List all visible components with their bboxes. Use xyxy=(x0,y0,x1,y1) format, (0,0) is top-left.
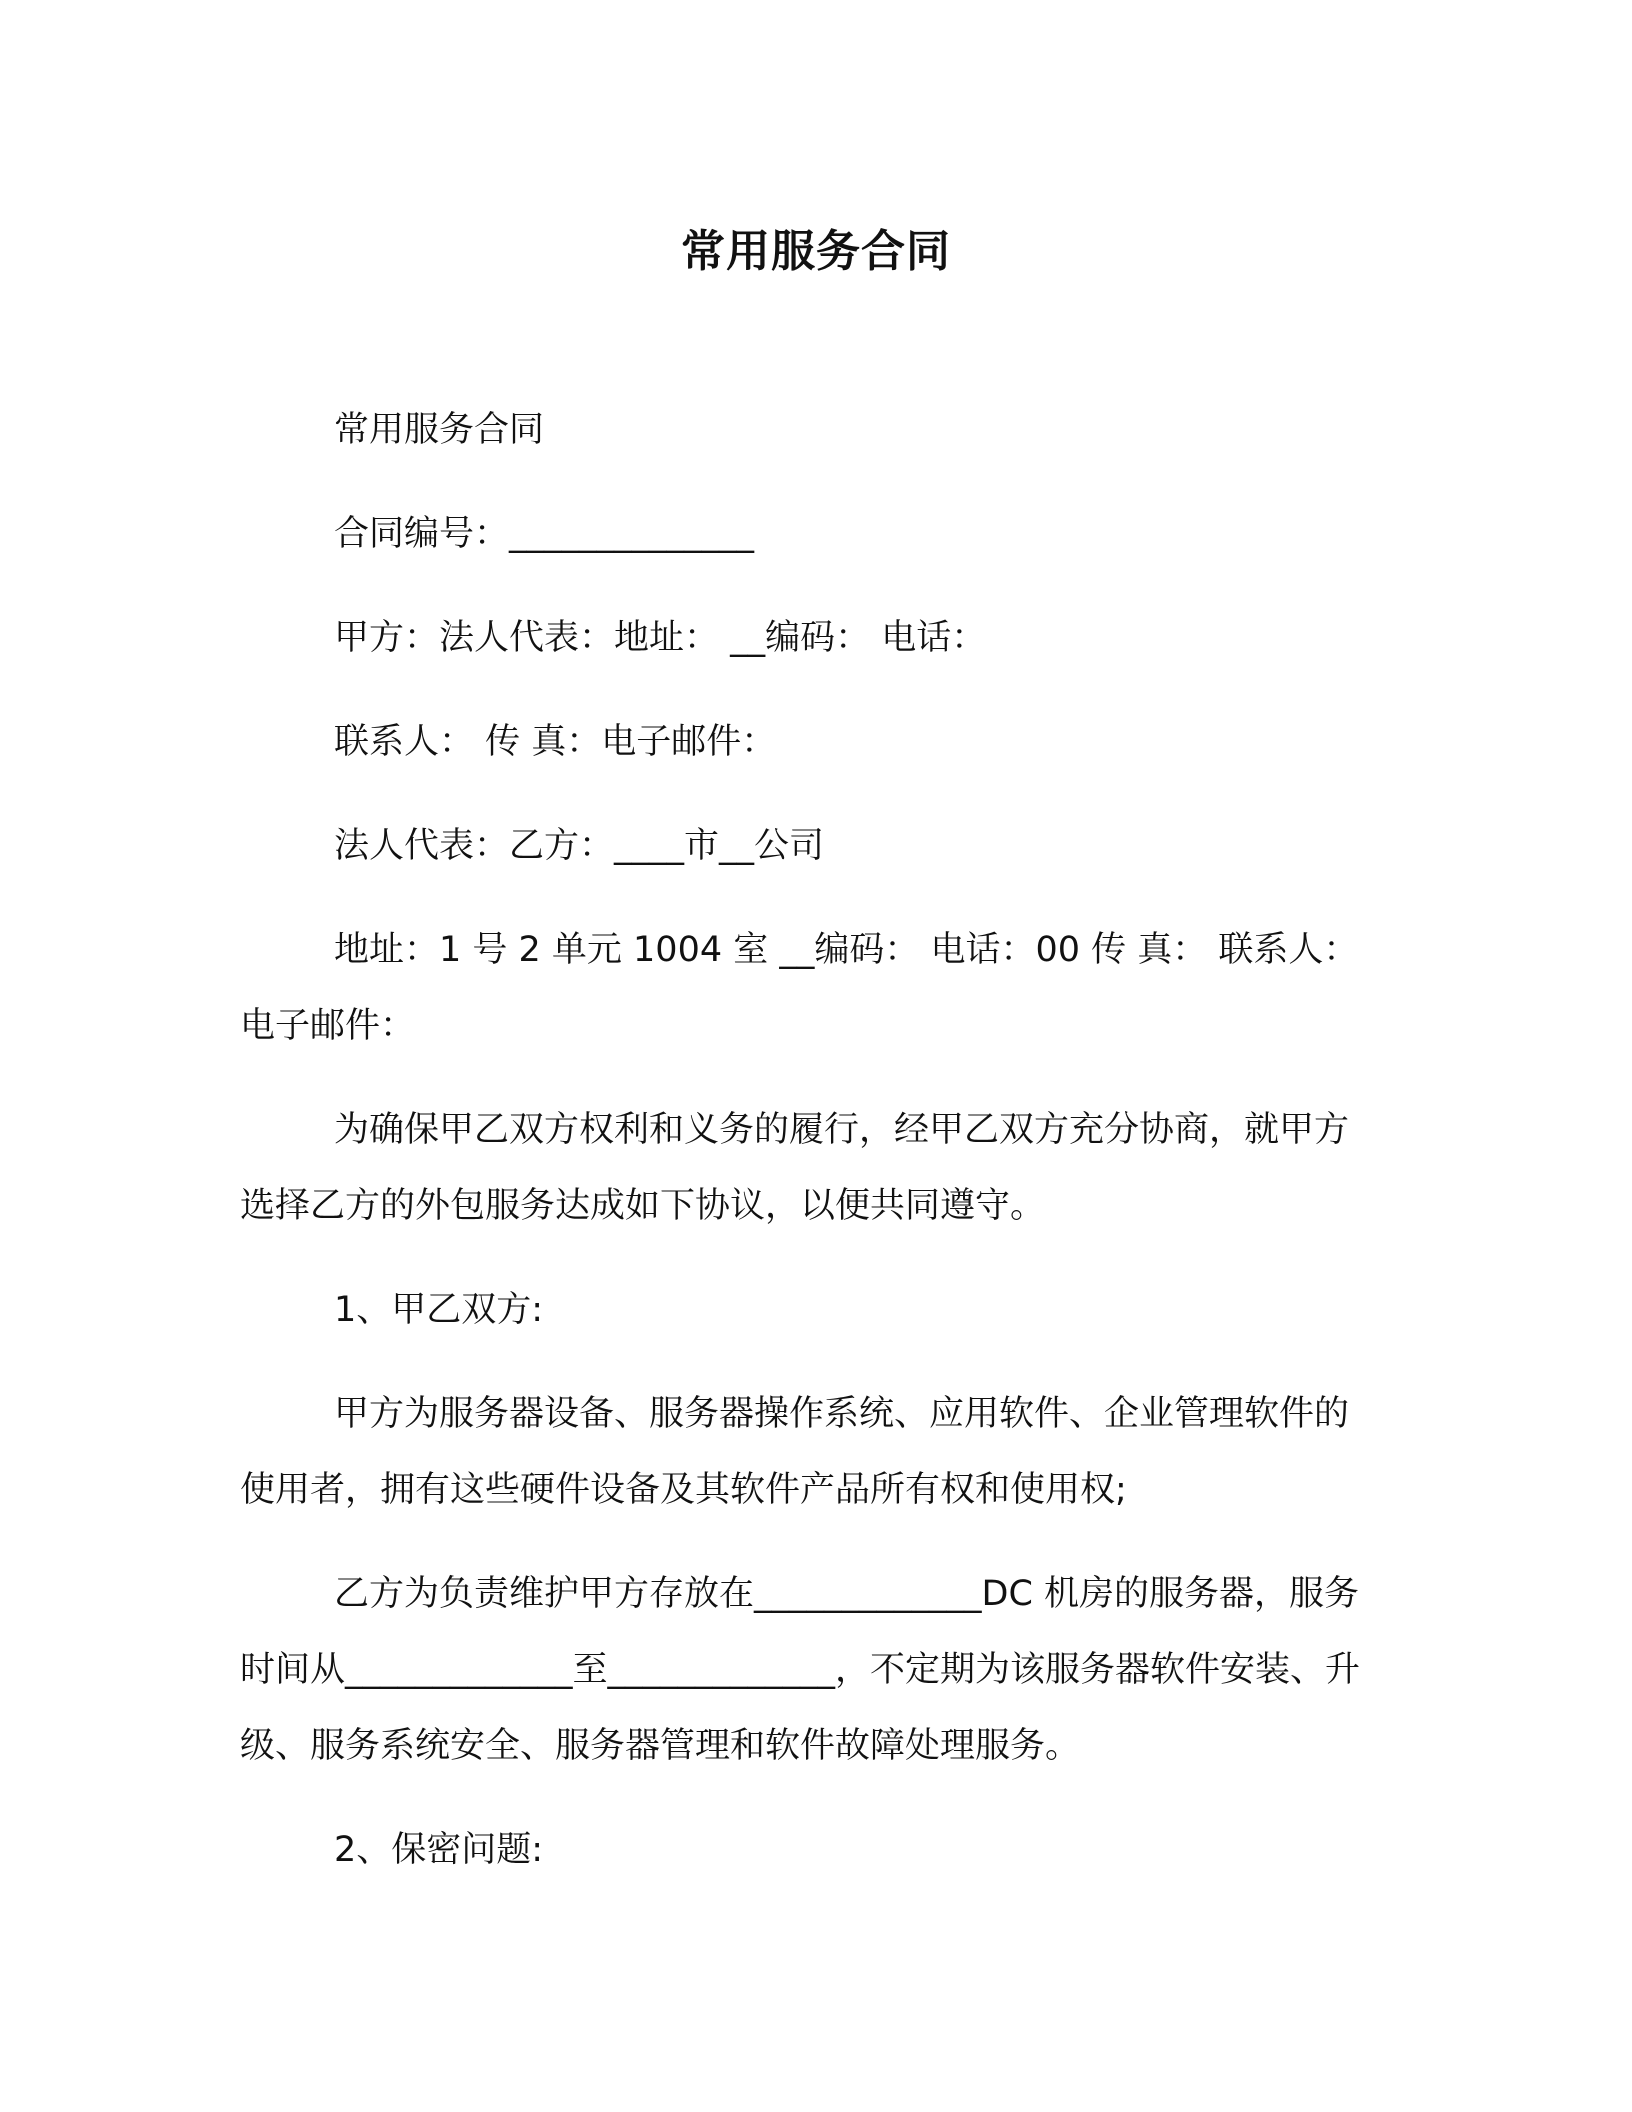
section-heading-confidentiality: 2、保密问题: xyxy=(334,1830,544,1870)
document-body xyxy=(240,392,1380,1888)
paragraph-party-b: 法人代表：乙方：____市__公司 xyxy=(334,826,825,866)
paragraph-preamble: 为确保甲乙双方权利和义务的履行，经甲乙双方充分协商，就甲方选择乙方的外包服务达成如下协议，以便共同遵守。 xyxy=(240,1110,1350,1226)
paragraph-address: 地址：1 号 2 单元 1004 室 __编码： 电话：00 传 真： 联系人：电子邮件： xyxy=(240,930,1359,1046)
paragraph-party-b-role: 乙方为负责维护甲方存放在_____________DC 机房的服务器，服务时间从_____________至_____________，不定期为该服务器软件安装、升级、服务系统安全、服务器管理和软件故障处理服务。 xyxy=(240,1574,1361,1766)
document-title: 常用服务合同 xyxy=(681,226,951,277)
paragraph-contact: 联系人： 传 真：电子邮件： xyxy=(334,722,777,762)
paragraph-heading: 常用服务合同 xyxy=(334,410,545,450)
paragraph-party-a: 甲方：法人代表：地址： __编码： 电话： xyxy=(334,618,987,658)
paragraph-contract-number: 合同编号：______________ xyxy=(334,514,755,554)
paragraph-party-a-role: 甲方为服务器设备、服务器操作系统、应用软件、企业管理软件的使用者，拥有这些硬件设备及其软件产品所有权和使用权; xyxy=(240,1394,1350,1510)
section-heading-parties: 1、甲乙双方: xyxy=(334,1290,544,1330)
